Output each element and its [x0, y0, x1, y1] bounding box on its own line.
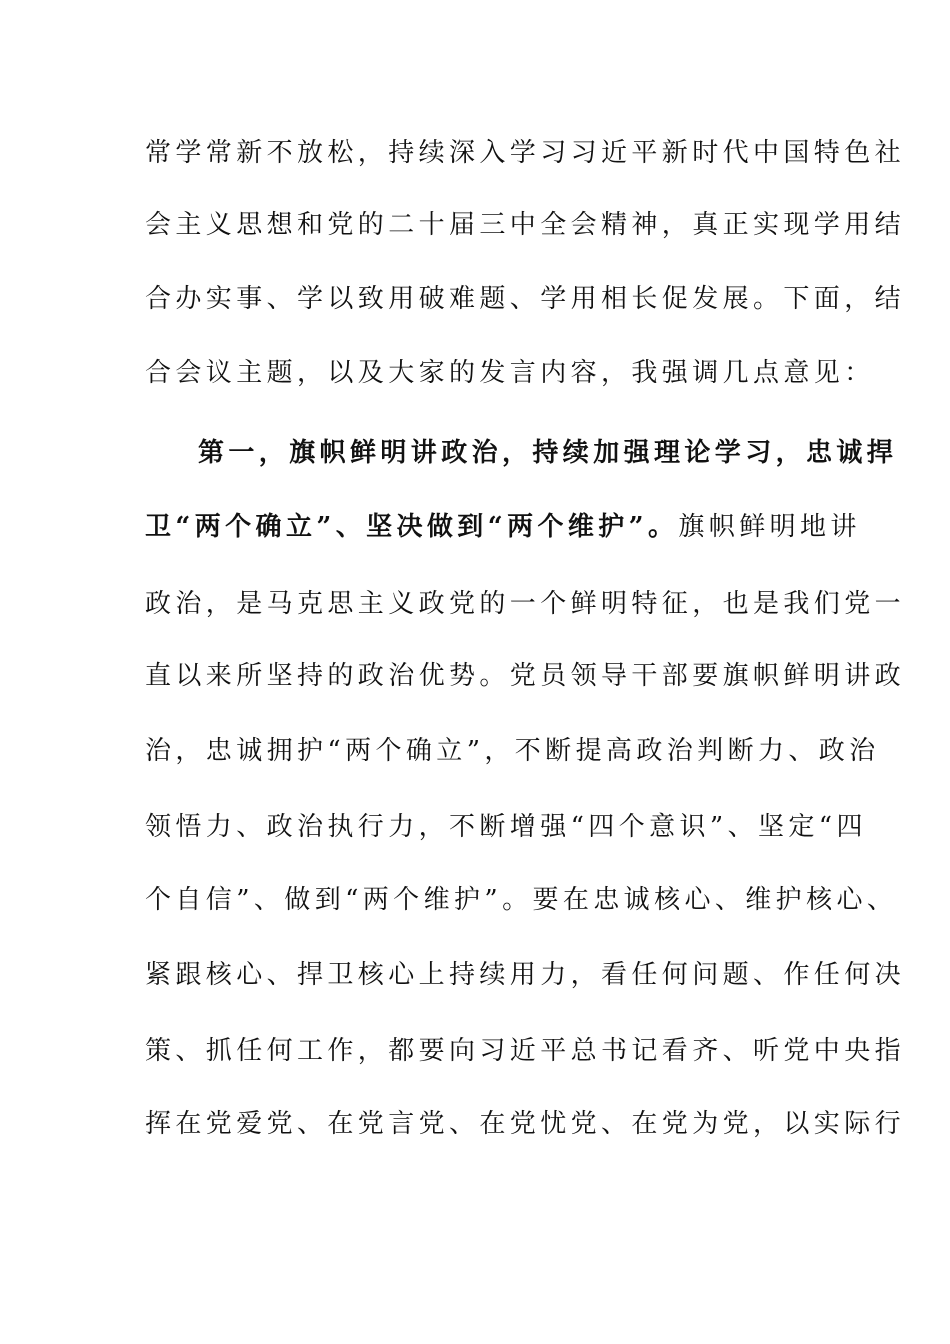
text-line-9: 治，忠诚拥护“两个确立”，不断提高政治判断力、政治 — [145, 736, 880, 766]
text-line-10: 领悟力、政治执行力，不断增强“四个意识”、坚定“四 — [145, 812, 867, 842]
section-heading-line-2: 卫“两个确立”、坚决做到“两个维护”。 — [145, 512, 679, 542]
text-line-6 — [145, 507, 861, 547]
text-line-8: 直以来所坚持的政治优势。党员领导干部要旗帜鲜明讲政 — [145, 661, 906, 691]
section-heading-line-1: 第一，旗帜鲜明讲政治，持续加强理论学习，忠诚捍 — [198, 438, 898, 468]
text-line-12: 紧跟核心、捍卫核心上持续用力，看任何问题、作任何决 — [145, 960, 906, 990]
text-line-13: 策、抓任何工作，都要向习近平总书记看齐、听党中央指 — [145, 1036, 906, 1066]
text-line-1: 常学常新不放松，持续深入学习习近平新时代中国特色社 — [145, 138, 906, 168]
text-line-4: 合会议主题，以及大家的发言内容，我强调几点意见： — [145, 358, 875, 388]
text-line-11: 个自信”、做到“两个维护”。要在忠诚核心、维护核心、 — [145, 885, 898, 915]
text-line-14: 挥在党爱党、在党言党、在党忧党、在党为党，以实际行 — [145, 1109, 906, 1139]
text-line-3: 合办实事、学以致用破难题、学用相长促发展。下面，结 — [145, 284, 906, 314]
text-line-6-body: 旗帜鲜明地讲 — [678, 512, 861, 542]
text-line-7: 政治，是马克思主义政党的一个鲜明特征，也是我们党一 — [145, 589, 906, 619]
text-line-2: 会主义思想和党的二十届三中全会精神，真正实现学用结 — [145, 210, 906, 240]
